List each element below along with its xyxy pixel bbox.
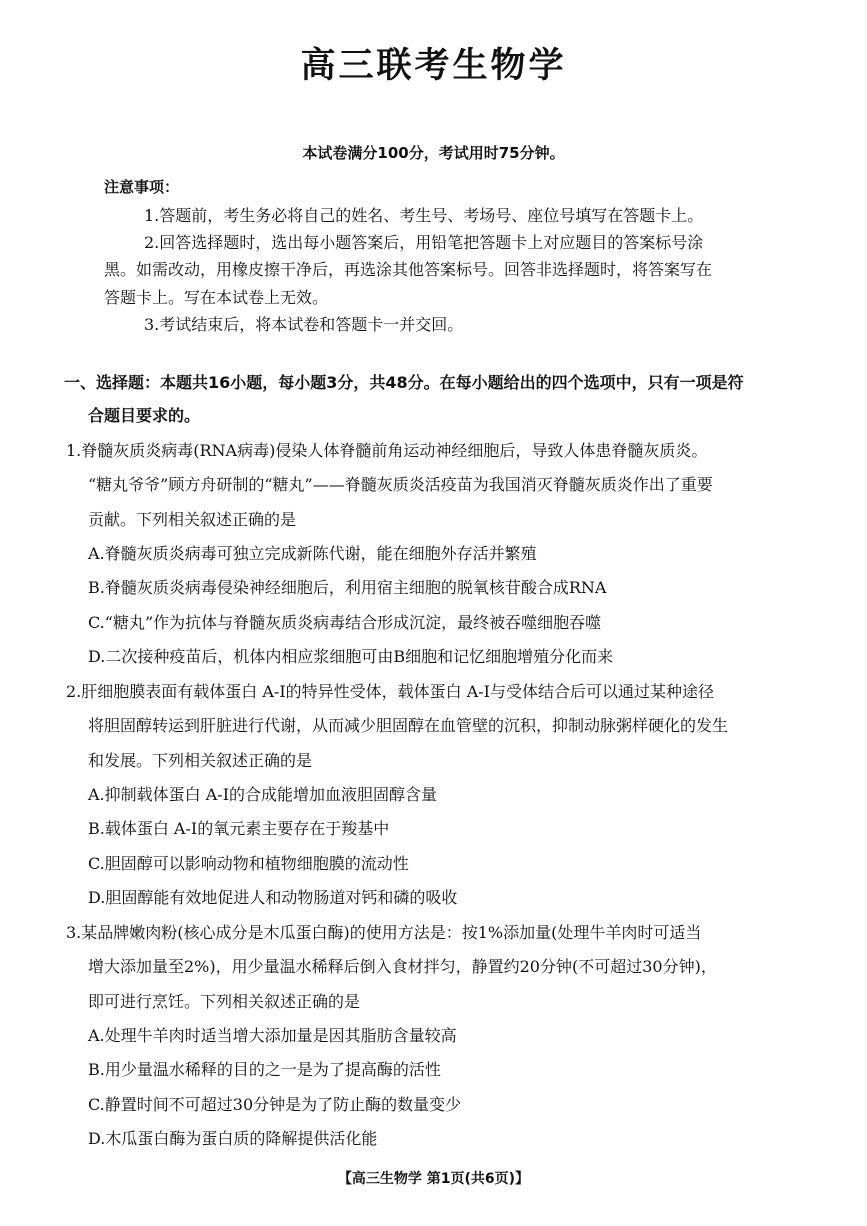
page-footer: 【高三生物学 第1页(共6页)】 bbox=[337, 1171, 530, 1187]
question-stem: 即可进行烹饪。下列相关叙述正确的是 bbox=[88, 992, 361, 1011]
question-option: B.脊髓灰质炎病毒侵染神经细胞后，利用宿主细胞的脱氧核苷酸合成RNA bbox=[88, 578, 607, 597]
question-option: B.用少量温水稀释的目的之一是为了提高酶的活性 bbox=[88, 1060, 441, 1079]
question-stem: 增大添加量至2%)，用少量温水稀释后倒入食材拌匀，静置约20分钟(不可超过30分钟)， bbox=[88, 957, 717, 976]
question-option: D.二次接种疫苗后，机体内相应浆细胞可由B细胞和记忆细胞增殖分化而来 bbox=[88, 647, 614, 666]
question-stem: 1.脊髓灰质炎病毒(RNA病毒)侵染人体脊髓前角运动神经细胞后，导致人体患脊髓灰质炎。 bbox=[66, 441, 708, 460]
exam-title: 高三联考生物学 bbox=[300, 46, 567, 86]
question-stem: 将胆固醇转运到肝脏进行代谢，从而减少胆固醇在血管壁的沉积，抑制动脉粥样硬化的发生 bbox=[88, 716, 729, 735]
question-option: C.“糖丸”作为抗体与脊髓灰质炎病毒结合形成沉淀，最终被吞噬细胞吞噬 bbox=[88, 613, 602, 632]
notice-line: 1.答题前，考生务必将自己的姓名、考生号、考场号、座位号填写在答题卡上。 bbox=[144, 206, 704, 225]
notice-line: 黑。如需改动，用橡皮擦干净后，再选涂其他答案标号。回答非选择题时，将答案写在 bbox=[104, 260, 713, 279]
notice-line: 3.考试结束后，将本试卷和答题卡一并交回。 bbox=[144, 315, 464, 334]
question-option: C.胆固醇可以影响动物和植物细胞膜的流动性 bbox=[88, 854, 409, 873]
question-stem: 贡献。下列相关叙述正确的是 bbox=[88, 510, 297, 529]
question-stem: 2.肝细胞膜表面有载体蛋白 A-I的特异性受体，载体蛋白 A-I与受体结合后可以通过某种途径 bbox=[66, 682, 715, 701]
notice-line: 答题卡上。写在本试卷上无效。 bbox=[104, 288, 329, 307]
section-heading: 一、选择题：本题共16小题，每小题3分，共48分。在每小题给出的四个选项中，只有一项是符 bbox=[64, 373, 744, 392]
notice-heading: 注意事项： bbox=[104, 178, 180, 196]
question-option: A.脊髓灰质炎病毒可独立完成新陈代谢，能在细胞外存活并繁殖 bbox=[88, 544, 537, 563]
section-heading-cont: 合题目要求的。 bbox=[88, 406, 201, 425]
question-option: A.处理牛羊肉时适当增大添加量是因其脂肪含量较高 bbox=[88, 1026, 457, 1045]
question-option: B.载体蛋白 A-I的氧元素主要存在于羧基中 bbox=[88, 819, 390, 838]
notice-line: 2.回答选择题时，选出每小题答案后，用铅笔把答题卡上对应题目的答案标号涂 bbox=[144, 233, 704, 252]
question-option: D.木瓜蛋白酶为蛋白质的降解提供活化能 bbox=[88, 1129, 378, 1148]
question-option: A.抑制载体蛋白 A-I的合成能增加血液胆固醇含量 bbox=[88, 785, 438, 804]
question-stem: 和发展。下列相关叙述正确的是 bbox=[88, 751, 313, 770]
question-stem: 3.某品牌嫩肉粉(核心成分是木瓜蛋白酶)的使用方法是：按1%添加量(处理牛羊肉时可适当 bbox=[66, 923, 702, 942]
question-option: D.胆固醇能有效地促进人和动物肠道对钙和磷的吸收 bbox=[88, 888, 458, 907]
question-option: C.静置时间不可超过30分钟是为了防止酶的数量变少 bbox=[88, 1095, 462, 1114]
exam-info: 本试卷满分100分，考试用时75分钟。 bbox=[302, 144, 565, 162]
question-stem: “糖丸爷爷”顾方舟研制的“糖丸”——脊髓灰质炎活疫苗为我国消灭脊髓灰质炎作出了重要 bbox=[88, 475, 713, 494]
